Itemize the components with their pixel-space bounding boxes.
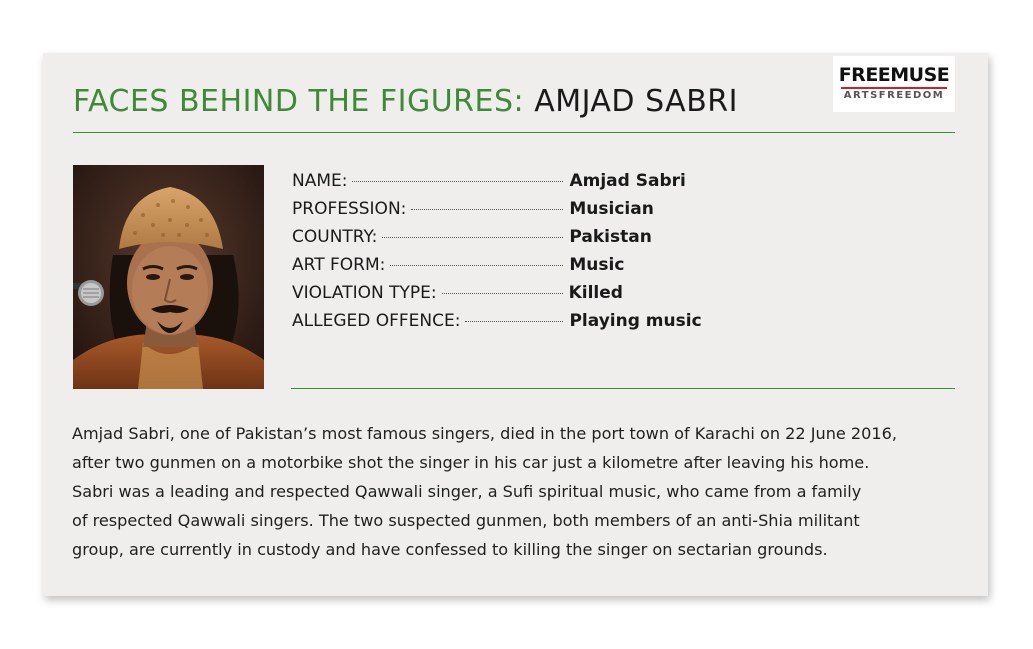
fact-label: ALLEGED OFFENCE: (292, 311, 461, 331)
fact-row-country (292, 227, 812, 255)
fact-value: Playing music (569, 311, 702, 331)
page-title (73, 82, 738, 122)
dotted-leader (411, 208, 563, 210)
dotted-leader (390, 264, 563, 266)
title-name: AMJAD SABRI (534, 84, 738, 119)
fact-list (292, 171, 812, 339)
fact-value: Killed (568, 283, 623, 303)
portrait-photo (73, 165, 264, 389)
fact-row-name (292, 171, 812, 199)
portrait-illustration (73, 165, 264, 389)
fact-row-art-form (292, 255, 812, 283)
fact-row-profession (292, 199, 812, 227)
fact-label: ART FORM: (292, 255, 386, 275)
facts-divider (291, 388, 955, 389)
title-divider (73, 132, 955, 133)
biography-paragraph: Amjad Sabri, one of Pakistan’s most famous singers, died in the port town of Karachi on 22 June 2016, after two gunmen on a motorbike shot the singer in his car just a kilometre after leaving his home. Sabri was a leading and respected Qawwali singer, a Sufi spiritual music, who came from a family of respected Qawwali singers. The two suspected gunmen, both members of an anti-Shia militant group, are currently in custody and have confessed to killing the singer on sectarian grounds. (72, 424, 898, 559)
fact-row-violation-type (292, 283, 812, 311)
freemuse-logo (833, 56, 955, 112)
fact-label: NAME: (292, 171, 348, 191)
dotted-leader (382, 236, 563, 238)
fact-value: Musician (569, 199, 654, 219)
logo-wordmark: FREEMUSE (838, 64, 950, 86)
fact-value: Pakistan (569, 227, 652, 247)
fact-row-alleged-offence (292, 311, 812, 339)
fact-label: PROFESSION: (292, 199, 407, 219)
fact-label: VIOLATION TYPE: (292, 283, 437, 303)
dotted-leader (465, 320, 563, 322)
dotted-leader (352, 180, 563, 182)
logo-tagline: ARTSFREEDOM (843, 90, 945, 101)
title-lead: FACES BEHIND THE FIGURES: (73, 84, 525, 119)
dotted-leader (442, 292, 563, 294)
fact-value: Music (569, 255, 625, 275)
fact-label: COUNTRY: (292, 227, 378, 247)
profile-card (43, 53, 988, 596)
fact-value: Amjad Sabri (569, 171, 686, 191)
